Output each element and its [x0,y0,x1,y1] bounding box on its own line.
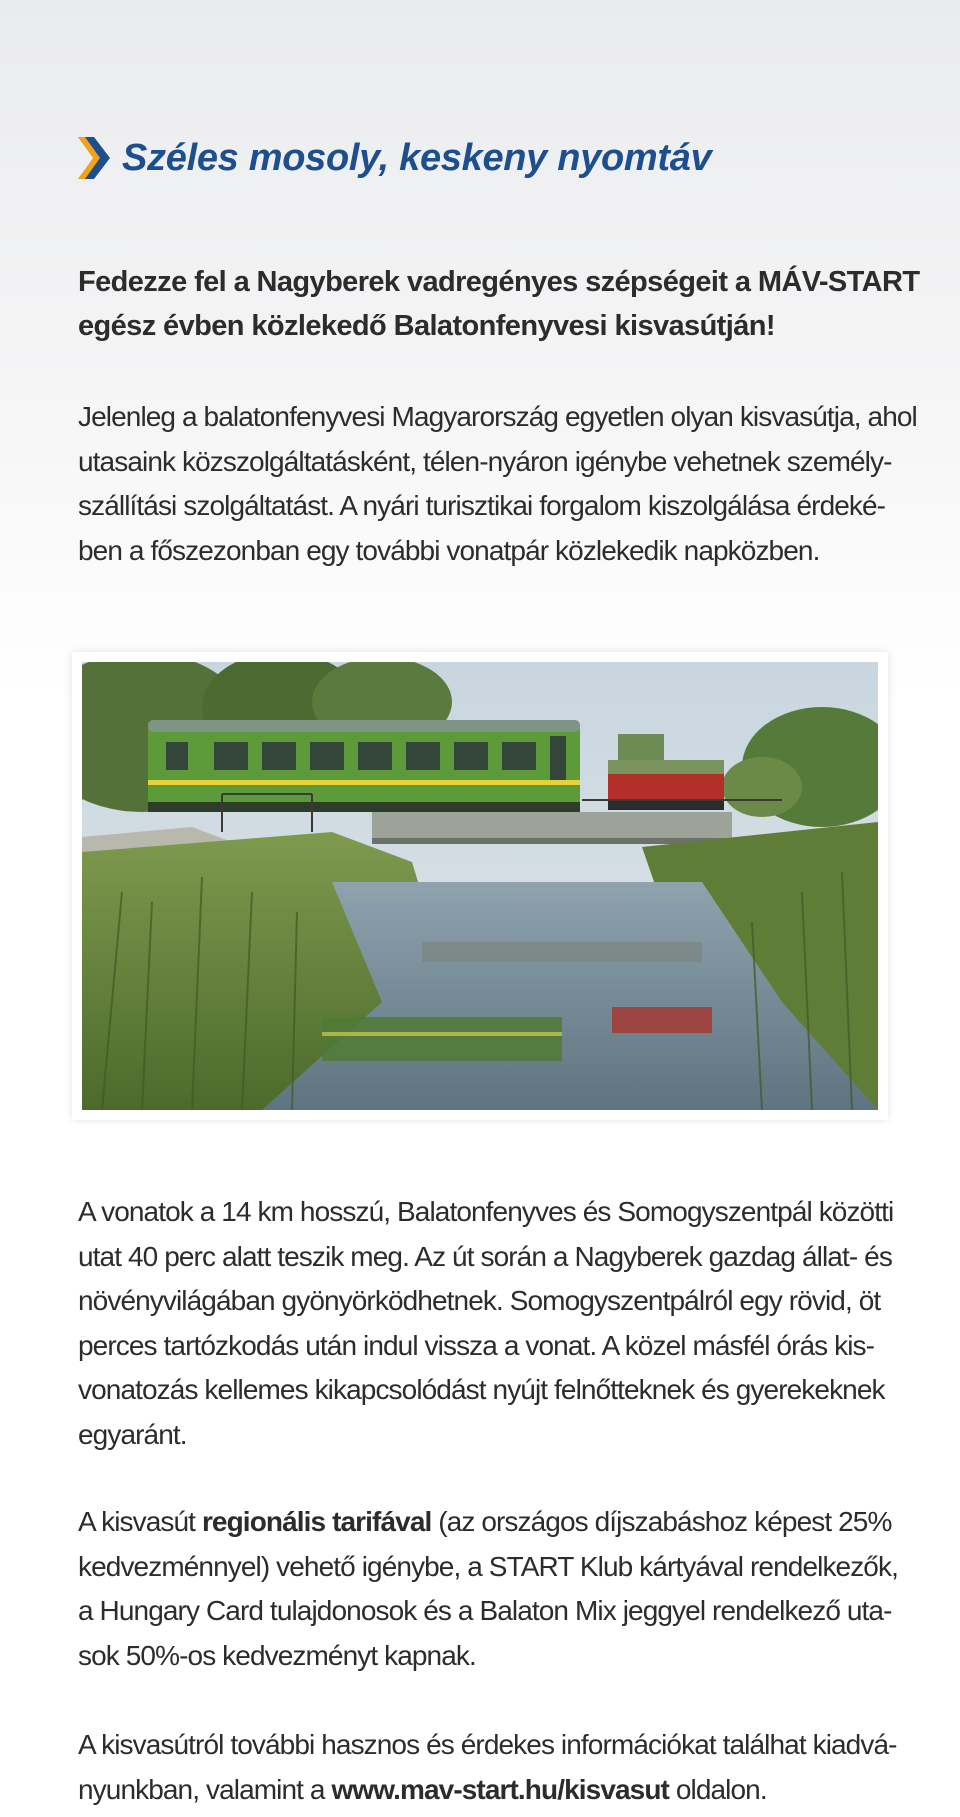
route-line: perces tartózkodás után indul vissza a vonat. A közel másfél órás kis- [78,1329,875,1361]
tariff-paragraph [78,1500,898,1678]
intro-line: szállítási szolgáltatást. A nyári turisztikai forgalom kiszolgálása érdeké- [78,490,886,521]
title-row [76,132,896,184]
info-text: nyunkban, valamint a [78,1773,332,1805]
route-line: utat 40 perc alatt teszik meg. Az út során a Nagyberek gazdag állat- és [78,1240,892,1272]
lead-paragraph [78,260,920,348]
route-paragraph [78,1190,898,1457]
info-line [78,1768,898,1813]
info-text: oldalon. [668,1773,767,1805]
intro-line: Jelenleg a balatonfenyvesi Magyarország egyetlen olyan kisvasútja, ahol [78,401,917,432]
chevron-right-icon [76,135,112,181]
train-photo-frame [72,652,888,1120]
tariff-line: a Hungary Card tulajdonosok és a Balaton Mix jeggyel rendelkező uta- [78,1595,892,1626]
regional-tariff-emphasis: regionális tarifával [201,1506,432,1537]
info-line: A kisvasútról további hasznos és érdekes információkat találhat kiadvá- [78,1729,897,1760]
lead-line: Fedezze fel a Nagyberek vadregényes szépségeit a MÁV-START [78,266,920,298]
intro-paragraph [78,395,917,573]
lead-line: egész évben közlekedő Balatonfenyvesi kisvasútján! [78,310,775,342]
tariff-text: (az országos díjszabáshoz képest 25% [431,1506,892,1537]
intro-line: ben a főszezonban egy további vonatpár közlekedik napközben. [78,534,820,566]
tariff-line: sok 50%-os kedvezményt kapnak. [78,1639,476,1671]
route-line: A vonatok a 14 km hosszú, Balatonfenyves és Somogyszentpál közötti [78,1196,894,1227]
intro-line: utasaink közszolgáltatásként, télen-nyáron igénybe vehetnek személy- [78,445,892,477]
tariff-line [78,1500,898,1545]
train-photo [82,662,878,1110]
info-paragraph [78,1723,898,1812]
route-line: egyaránt. [78,1418,187,1450]
tariff-line: kedvezménnyel) vehető igénybe, a START Klub kártyával rendelkezők, [78,1550,898,1582]
page-title: Széles mosoly, keskeny nyomtáv [122,136,712,179]
route-line: vonatozás kellemes kikapcsolódást nyújt felnőtteknek és gyerekeknek [78,1374,885,1405]
route-line: növényvilágában gyönyörködhetnek. Somogyszentpálról egy rövid, öt [78,1285,881,1316]
website-link[interactable]: www.mav-start.hu/kisvasut [331,1773,669,1805]
tariff-text: A kisvasút [78,1506,202,1537]
